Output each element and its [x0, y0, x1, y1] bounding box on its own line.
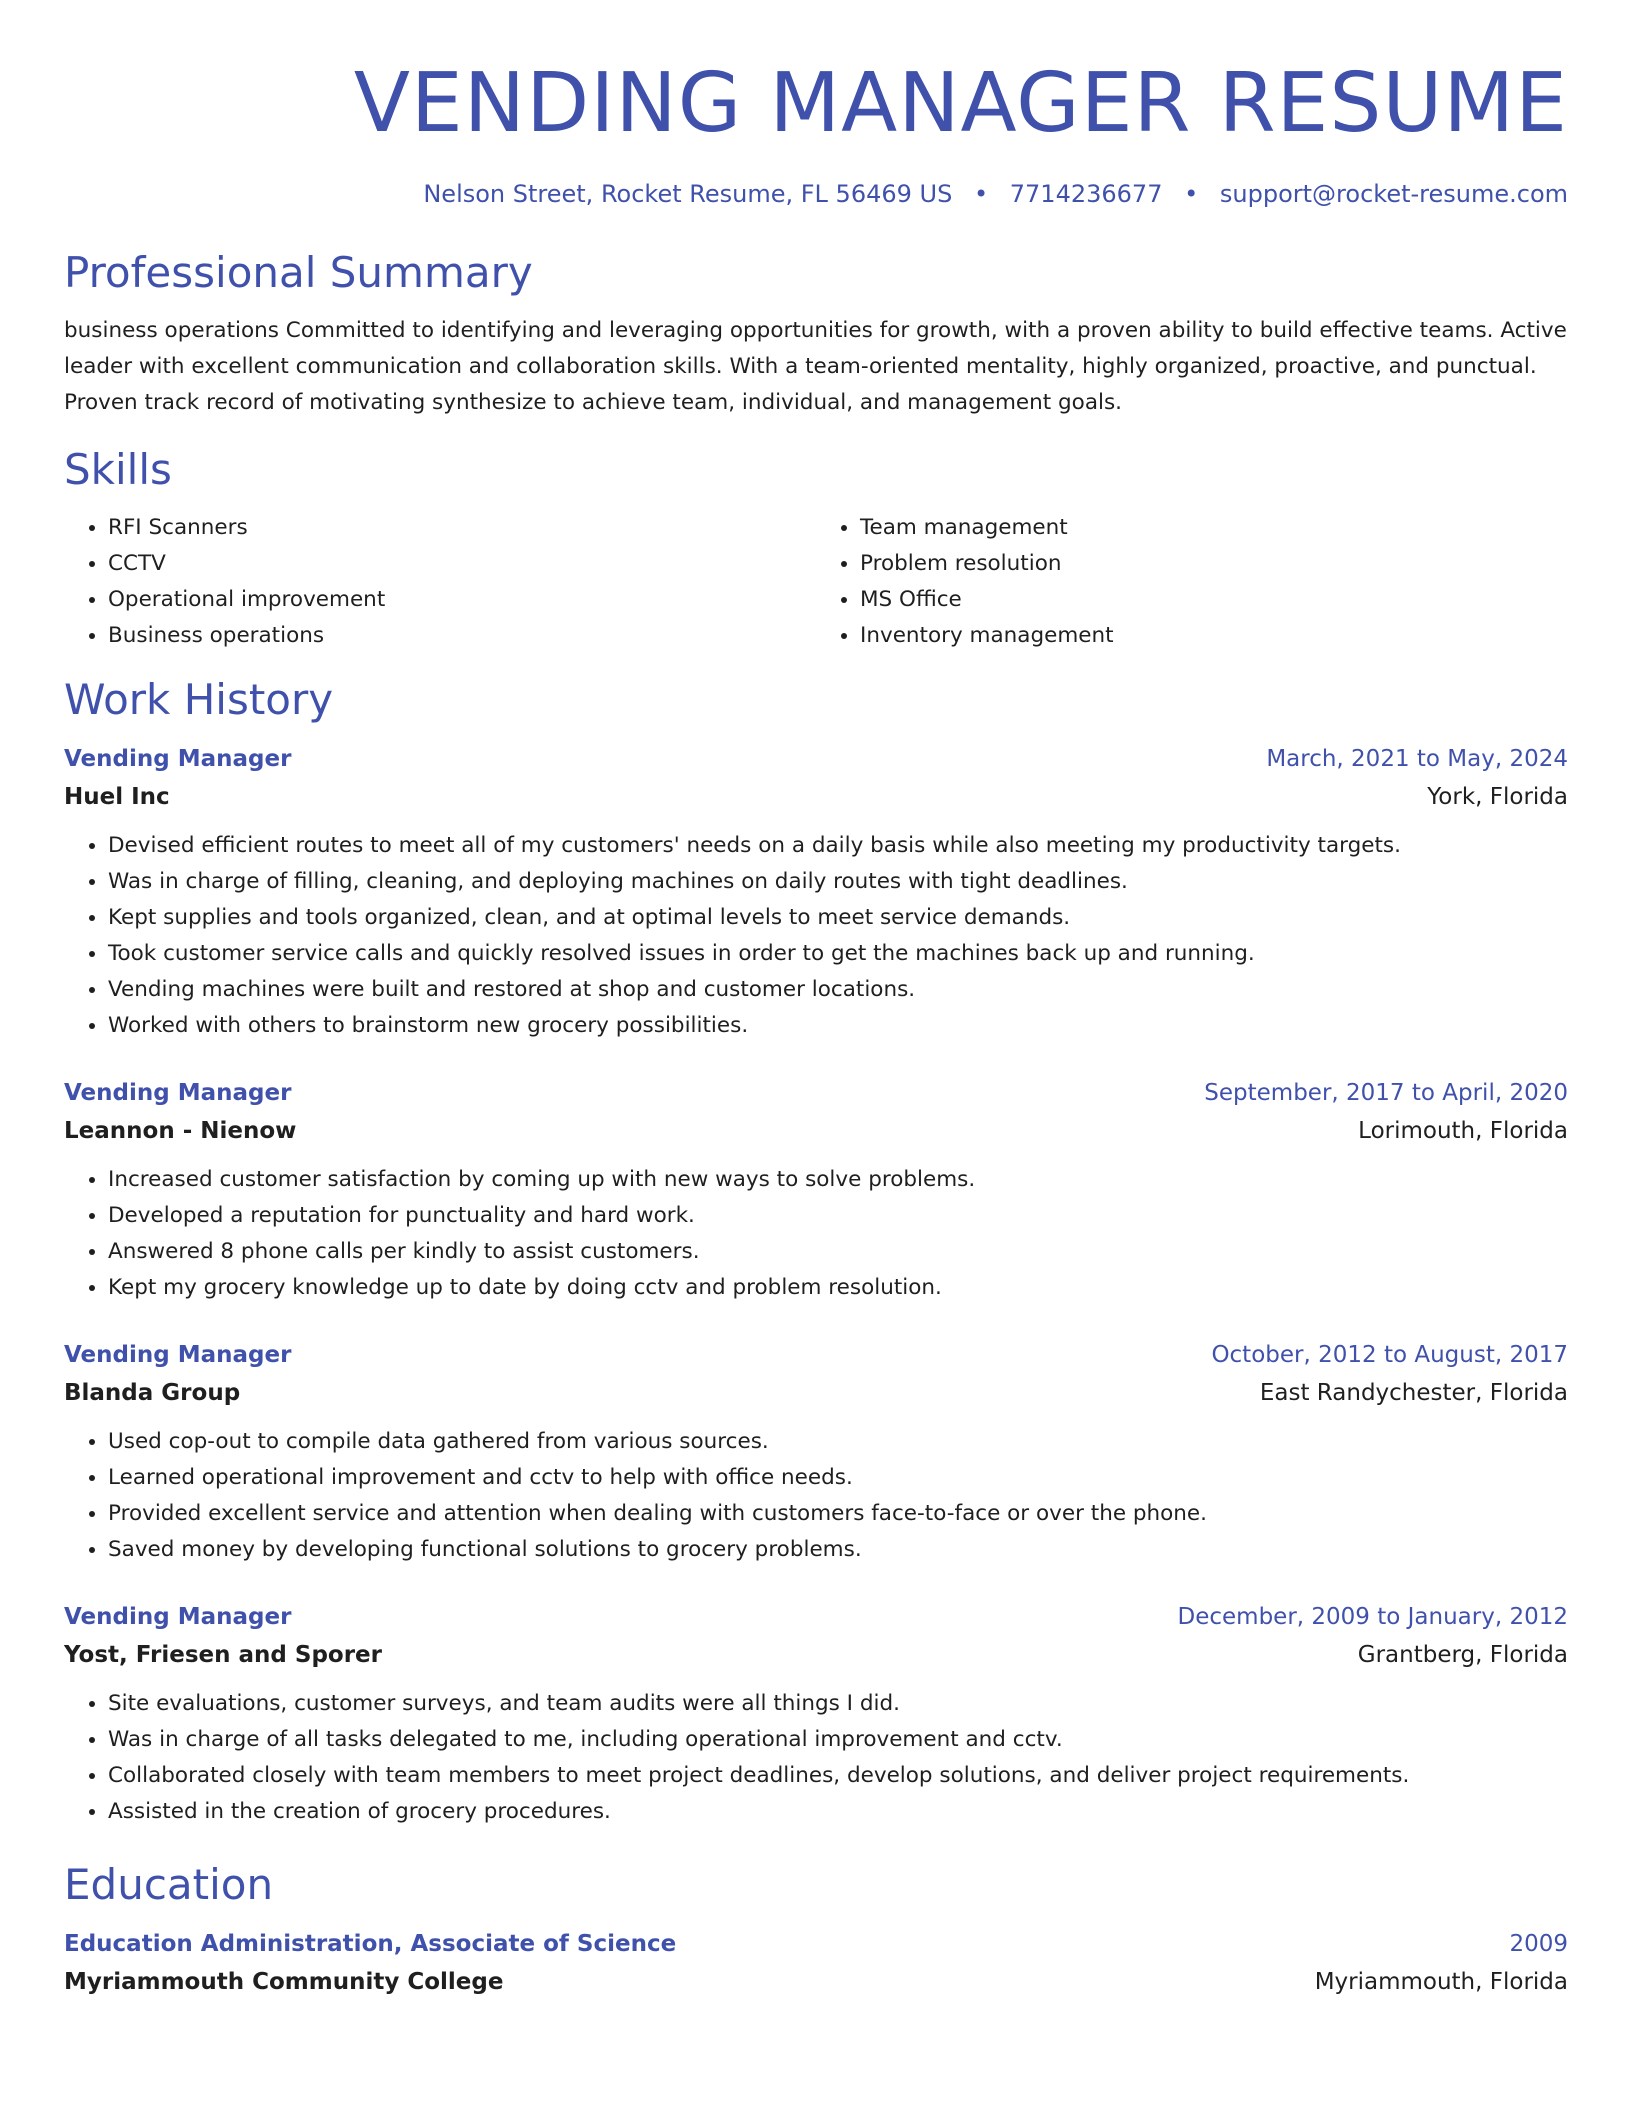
job-bullet: • Assisted in the creation of grocery procedures.: [108, 1794, 1568, 1830]
skill-item: • Problem resolution: [860, 546, 1568, 582]
job-bullets: [64, 1686, 1568, 1830]
summary-text: business operations Committed to identifying and leveraging opportunities for growth, with a proven ability to build effective teams. Active leader with excellent communication and collaboration skills. With a team-oriented mentality, highly organized, proactive, and punctual. Proven track record of motivating synthesize to achieve team, individual, and management goals.: [64, 318, 1567, 415]
summary-section: [64, 245, 1568, 421]
resume-header: [64, 0, 1568, 210]
job-bullet: • Developed a reputation for punctuality and hard work.: [108, 1198, 1568, 1234]
job-title: Vending Manager: [64, 1342, 292, 1368]
contact-line: [64, 178, 1568, 210]
skill-item: • Operational improvement: [108, 582, 816, 618]
job-bullet: • Was in charge of all tasks delegated to me, including operational improvement and cctv.: [108, 1722, 1568, 1758]
job-bullet: • Collaborated closely with team members to meet project deadlines, develop solutions, and deliver project requirements.: [108, 1758, 1568, 1794]
education-section: [64, 1857, 1568, 2001]
skill-item: • Team management: [860, 510, 1568, 546]
job-bullet: • Provided excellent service and attention when dealing with customers face-to-face or over the phone.: [108, 1496, 1568, 1532]
job-title: Vending Manager: [64, 746, 292, 772]
work-history-section: [64, 672, 1568, 1830]
resume-title: VENDING MANAGER RESUME: [353, 56, 1568, 151]
contact-separator: •: [1184, 180, 1199, 208]
skill-item: • Inventory management: [860, 618, 1568, 654]
skills-grid: [64, 510, 1568, 654]
job-bullet: • Kept my grocery knowledge up to date by doing cctv and problem resolution.: [108, 1270, 1568, 1306]
job-bullet: • Learned operational improvement and cctv to help with office needs.: [108, 1460, 1568, 1496]
job-bullet: • Answered 8 phone calls per kindly to assist customers.: [108, 1234, 1568, 1270]
job-location: East Randychester, Florida: [1259, 1380, 1568, 1406]
job-header: [64, 1074, 1568, 1112]
skills-column-right: [816, 510, 1568, 654]
job-company: Yost, Friesen and Sporer: [64, 1642, 382, 1668]
job-bullet: • Vending machines were built and restored at shop and customer locations.: [108, 972, 1568, 1008]
job-company: Huel Inc: [64, 784, 170, 810]
job-company: Blanda Group: [64, 1380, 241, 1406]
job-location: Grantberg, Florida: [1357, 1642, 1568, 1668]
job-title: Vending Manager: [64, 1080, 292, 1106]
education-school: Myriammouth Community College: [64, 1969, 504, 1995]
skill-item: • Business operations: [108, 618, 816, 654]
job-header: [64, 1336, 1568, 1374]
job-location: Lorimouth, Florida: [1358, 1118, 1568, 1144]
job-title: Vending Manager: [64, 1604, 292, 1630]
education-location: Myriammouth, Florida: [1314, 1969, 1568, 1995]
job-entry: [64, 1336, 1568, 1568]
job-bullets: [64, 1424, 1568, 1568]
contact-separator: •: [973, 180, 989, 208]
job-bullet: • Worked with others to brainstorm new grocery possibilities.: [108, 1008, 1568, 1044]
job-bullet: • Increased customer satisfaction by coming up with new ways to solve problems.: [108, 1162, 1568, 1198]
job-entry: [64, 1598, 1568, 1830]
job-dates: March, 2021 to May, 2024: [1266, 746, 1568, 772]
job-subheader: [64, 1636, 1568, 1674]
job-bullet: • Kept supplies and tools organized, clean, and at optimal levels to meet service demands.: [108, 900, 1568, 936]
skills-column-left: [64, 510, 816, 654]
skills-section: [64, 442, 1568, 654]
job-bullet: • Saved money by developing functional solutions to grocery problems.: [108, 1532, 1568, 1568]
job-subheader: [64, 1374, 1568, 1412]
skill-item: • MS Office: [860, 582, 1568, 618]
education-heading: Education: [64, 1860, 274, 1909]
job-dates: September, 2017 to April, 2020: [1204, 1080, 1568, 1106]
job-header: [64, 740, 1568, 778]
job-entry: [64, 1074, 1568, 1306]
contact-email: support@rocket-resume.com: [1219, 180, 1568, 208]
job-bullets: [64, 828, 1568, 1044]
job-bullet: • Took customer service calls and quickly resolved issues in order to get the machines back up and running.: [108, 936, 1568, 972]
contact-address: Nelson Street, Rocket Resume, FL 56469 US: [423, 180, 953, 208]
education-header: [64, 1925, 1568, 1963]
work-history-heading: Work History: [64, 675, 334, 724]
job-bullet: • Site evaluations, customer surveys, and team audits were all things I did.: [108, 1686, 1568, 1722]
job-bullet: • Used cop-out to compile data gathered from various sources.: [108, 1424, 1568, 1460]
job-company: Leannon - Nienow: [64, 1118, 297, 1144]
skills-heading: Skills: [64, 445, 172, 494]
job-location: York, Florida: [1427, 784, 1568, 810]
contact-phone: 7714236677: [1009, 180, 1163, 208]
job-dates: December, 2009 to January, 2012: [1177, 1604, 1568, 1630]
education-degree: Education Administration, Associate of Science: [64, 1931, 677, 1957]
job-dates: October, 2012 to August, 2017: [1211, 1342, 1568, 1368]
job-subheader: [64, 1112, 1568, 1150]
job-entry: [64, 740, 1568, 1044]
education-entry: [64, 1925, 1568, 2001]
summary-heading: Professional Summary: [64, 248, 533, 297]
job-bullets: [64, 1162, 1568, 1306]
skill-item: • RFI Scanners: [108, 510, 816, 546]
skill-item: • CCTV: [108, 546, 816, 582]
education-subheader: [64, 1963, 1568, 2001]
job-bullet: • Devised efficient routes to meet all of my customers' needs on a daily basis while also meeting my productivity targets.: [108, 828, 1568, 864]
job-header: [64, 1598, 1568, 1636]
education-year: 2009: [1509, 1931, 1568, 1957]
job-subheader: [64, 778, 1568, 816]
job-bullet: • Was in charge of filling, cleaning, and deploying machines on daily routes with tight deadlines.: [108, 864, 1568, 900]
